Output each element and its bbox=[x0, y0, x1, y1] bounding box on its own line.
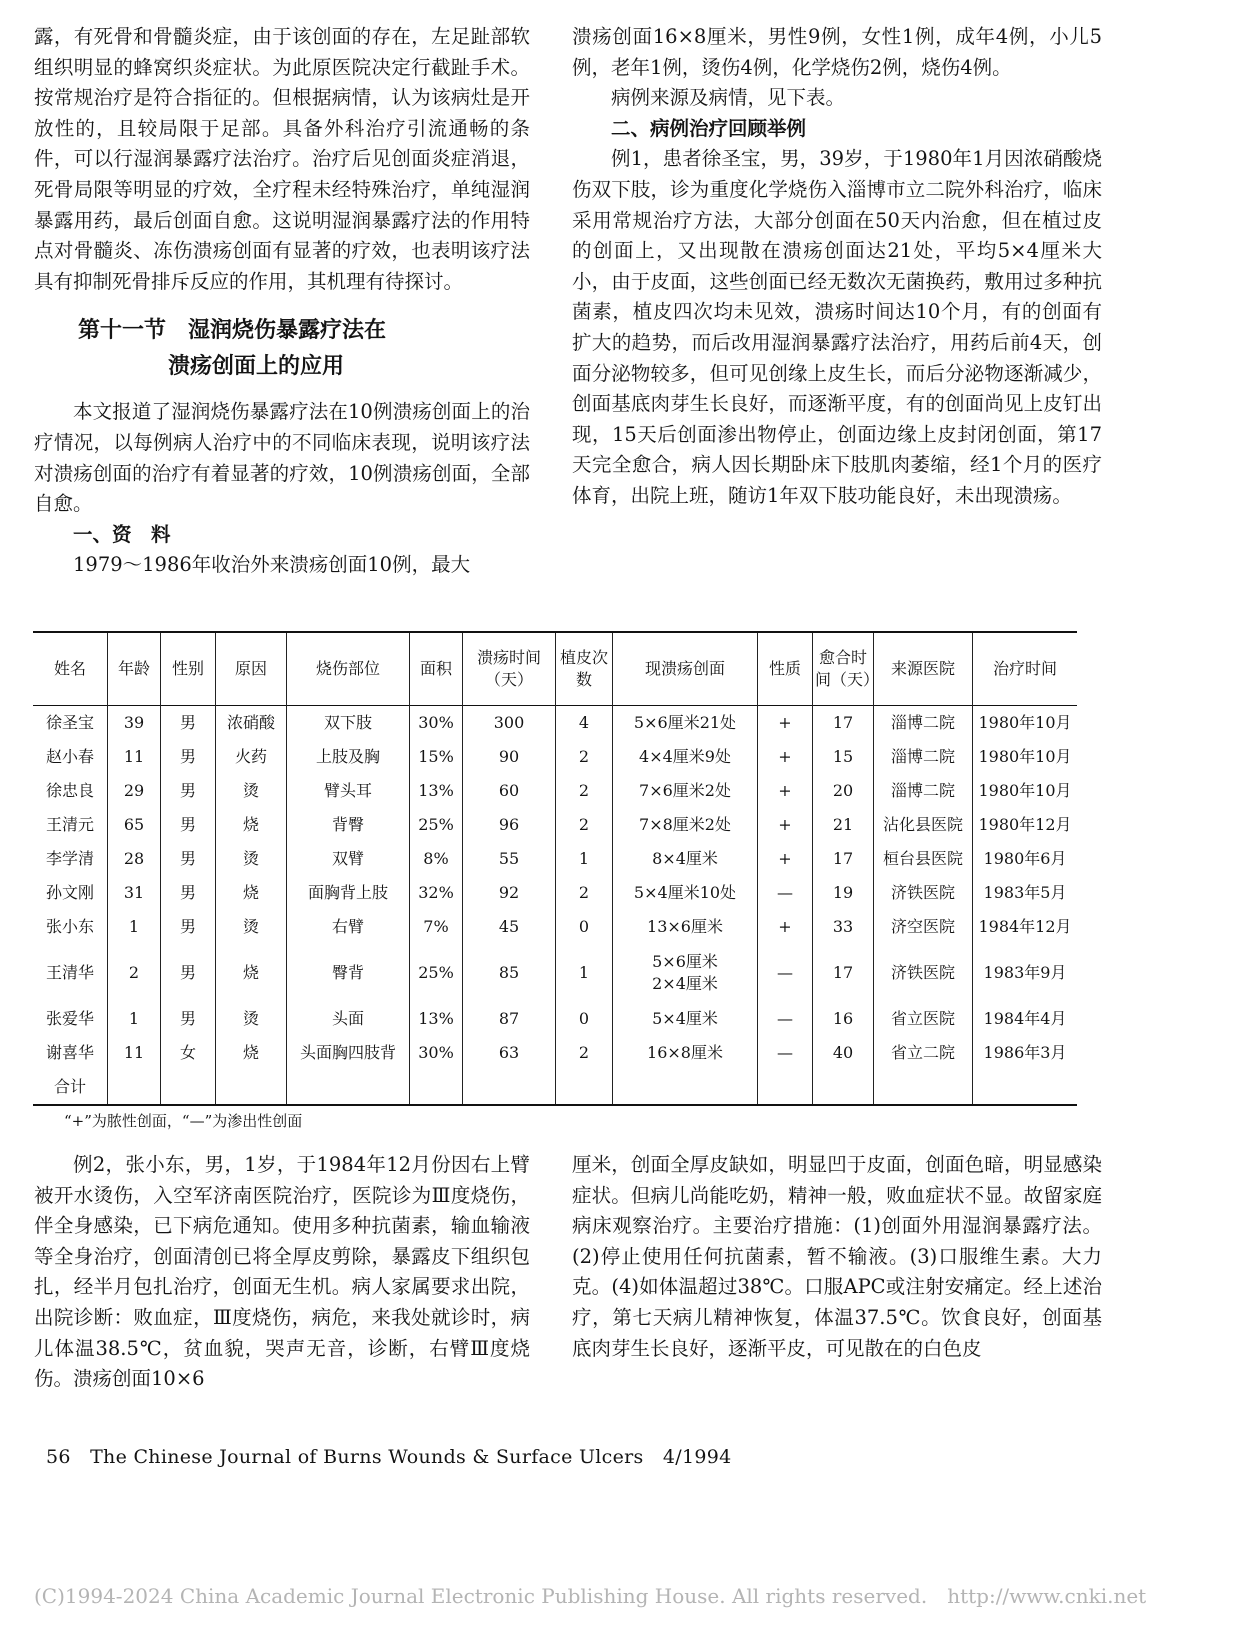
cell-age: 29 bbox=[108, 774, 161, 808]
cell-current-wound: 5×6厘米 2×4厘米 bbox=[613, 944, 758, 1002]
right-column-bottom bbox=[572, 1150, 1102, 1364]
cell-treatment-date: 1980年10月 bbox=[973, 706, 1078, 741]
cell-site: 上肢及胸 bbox=[287, 740, 410, 774]
cell-nature: — bbox=[758, 944, 813, 1002]
cell-age: 28 bbox=[108, 842, 161, 876]
cell-total-label: 合计 bbox=[53, 1077, 86, 1096]
cell-site: 头面 bbox=[287, 1002, 410, 1036]
cell-healing-days: 17 bbox=[813, 706, 874, 741]
cell-ulcer-days: 96 bbox=[463, 808, 556, 842]
cell-sex: 男 bbox=[161, 808, 216, 842]
cell-sex: 男 bbox=[161, 774, 216, 808]
cell-cause: 烧 bbox=[216, 876, 287, 910]
table-row bbox=[33, 808, 1077, 842]
case-table bbox=[33, 631, 1077, 1106]
cell-site: 臀背 bbox=[287, 944, 410, 1002]
subheading-cases: 二、病例治疗回顾举例 bbox=[611, 116, 807, 140]
table-row bbox=[33, 910, 1077, 944]
left-column-bottom bbox=[34, 1150, 530, 1395]
cell-treatment-date: 1983年9月 bbox=[973, 944, 1078, 1002]
cell-current-wound: 7×6厘米2处 bbox=[613, 774, 758, 808]
cell-healing-days: 40 bbox=[813, 1036, 874, 1070]
cell-nature: + bbox=[758, 740, 813, 774]
cell-treatment-date: 1986年3月 bbox=[973, 1036, 1078, 1070]
cell-site: 右臂 bbox=[287, 910, 410, 944]
cell-nature: — bbox=[758, 1036, 813, 1070]
cell-cause: 烫 bbox=[216, 1002, 287, 1036]
cell-name: 徐圣宝 bbox=[45, 713, 94, 732]
cell-area: 7% bbox=[410, 910, 463, 944]
cell-age: 39 bbox=[108, 706, 161, 741]
cell-nature: — bbox=[758, 876, 813, 910]
cell-name: 孙文刚 bbox=[45, 883, 94, 902]
header-area: 面积 bbox=[410, 632, 463, 706]
cell-healing-days: 20 bbox=[813, 774, 874, 808]
table-row bbox=[33, 740, 1077, 774]
cell-current-wound: 7×8厘米2处 bbox=[613, 808, 758, 842]
cell-current-wound: 5×4厘米 bbox=[613, 1002, 758, 1036]
cell-area: 13% bbox=[410, 1002, 463, 1036]
table-row bbox=[33, 842, 1077, 876]
cell-sex: 男 bbox=[161, 944, 216, 1002]
cell-nature: + bbox=[758, 706, 813, 741]
cell-site: 背臀 bbox=[287, 808, 410, 842]
cell-current-wound: 5×4厘米10处 bbox=[613, 876, 758, 910]
cell-current-wound: 13×6厘米 bbox=[613, 910, 758, 944]
cell-source-hospital: 济铁医院 bbox=[874, 876, 973, 910]
cell-nature: + bbox=[758, 808, 813, 842]
header-graft-count: 植皮次数 bbox=[556, 632, 613, 706]
cell-name: 李学清 bbox=[45, 849, 94, 868]
cell-area: 15% bbox=[410, 740, 463, 774]
section-title bbox=[34, 313, 530, 385]
case1-paragraph: 例1，患者徐圣宝，男，39岁，于1980年1月因浓硝酸烧伤双下肢，诊为重度化学烧伤入淄博市立二院外科治疗，临床采用常规治疗方法，大部分创面在50天内治愈，但在植过皮的创面上，又出现散在溃疡创面达21处，平均5×4厘米大小，由于皮面，这些创面已经无数次无菌换药，敷用过多种抗菌素，植皮四次均未见效，溃疡时间达10个月，有的创面有扩大的趋势，而后改用湿润暴露疗法治疗，用药后前4天，创面分泌物较多，但可见创缘上皮生长，而后分泌物逐渐减少，创面基底肉芽生长良好，而逐渐平度，有的创面尚见上皮钉出现，15天后创面渗出物停止，创面边缘上皮封闭创面，第17天完全愈合，病人因长期卧床下肢肌肉萎缩，经1个月的医疗体育，出院上班，随访1年双下肢功能良好，未出现溃疡。 bbox=[572, 147, 1102, 507]
cell-nature: — bbox=[758, 1002, 813, 1036]
cell-nature: + bbox=[758, 910, 813, 944]
cell-ulcer-days: 85 bbox=[463, 944, 556, 1002]
cell-site: 双下肢 bbox=[287, 706, 410, 741]
cell-area: 30% bbox=[410, 1036, 463, 1070]
cell-treatment-date: 1984年4月 bbox=[973, 1002, 1078, 1036]
cell-source-hospital: 省立医院 bbox=[874, 1002, 973, 1036]
cell-graft-count: 2 bbox=[556, 1036, 613, 1070]
cell-healing-days: 19 bbox=[813, 876, 874, 910]
intro-paragraph: 本文报道了湿润烧伤暴露疗法在10例溃疡创面上的治疗情况，以每例病人治疗中的不同临床表现，说明该疗法对溃疡创面的治疗有着显著的疗效，10例溃疡创面，全部自愈。 bbox=[34, 400, 530, 516]
table-row bbox=[33, 1036, 1077, 1070]
cell-cause: 烧 bbox=[216, 1036, 287, 1070]
cell-name: 张小东 bbox=[45, 917, 94, 936]
cell-treatment-date: 1980年6月 bbox=[973, 842, 1078, 876]
cell-ulcer-days: 300 bbox=[463, 706, 556, 741]
cell-site: 双臂 bbox=[287, 842, 410, 876]
cell-ulcer-days: 87 bbox=[463, 1002, 556, 1036]
cell-age: 1 bbox=[108, 910, 161, 944]
cell-cause: 烫 bbox=[216, 842, 287, 876]
table-total-row bbox=[33, 1070, 1077, 1105]
header-nature: 性质 bbox=[758, 632, 813, 706]
cell-ulcer-days: 60 bbox=[463, 774, 556, 808]
table-row bbox=[33, 876, 1077, 910]
cell-source-hospital: 济铁医院 bbox=[874, 944, 973, 1002]
header-current-wound: 现溃疡创面 bbox=[613, 632, 758, 706]
cell-sex: 男 bbox=[161, 842, 216, 876]
header-sex: 性别 bbox=[161, 632, 216, 706]
materials-paragraph-cont: 溃疡创面16×8厘米，男性9例，女性1例，成年4例，小儿5例，老年1例，烫伤4例，化学烧伤2例，烧伤4例。 bbox=[572, 25, 1102, 79]
header-name: 姓名 bbox=[53, 659, 86, 678]
cell-treatment-date: 1983年5月 bbox=[973, 876, 1078, 910]
cell-name: 王清元 bbox=[45, 815, 94, 834]
cell-treatment-date: 1984年12月 bbox=[973, 910, 1078, 944]
table-row bbox=[33, 774, 1077, 808]
header-healing-days: 愈合时间（天） bbox=[813, 632, 874, 706]
materials-paragraph: 1979～1986年收治外来溃疡创面10例，最大 bbox=[73, 553, 471, 577]
header-age: 年龄 bbox=[108, 632, 161, 706]
page-footer: 56 The Chinese Journal of Burns Wounds & Surface Ulcers 4/1994 bbox=[46, 1446, 732, 1468]
cell-treatment-date: 1980年10月 bbox=[973, 774, 1078, 808]
cell-cause: 火药 bbox=[216, 740, 287, 774]
cell-site: 臂头耳 bbox=[287, 774, 410, 808]
cell-source-hospital: 济空医院 bbox=[874, 910, 973, 944]
cell-name: 谢喜华 bbox=[45, 1043, 94, 1062]
section-title-line1: 第十一节 湿润烧伤暴露疗法在 bbox=[78, 318, 387, 344]
cell-sex: 男 bbox=[161, 876, 216, 910]
cell-age: 65 bbox=[108, 808, 161, 842]
header-cause: 原因 bbox=[216, 632, 287, 706]
cell-name: 王清华 bbox=[45, 963, 94, 982]
copyright-watermark: (C)1994-2024 China Academic Journal Electronic Publishing House. All rights reserved. http://www.cnki.net bbox=[34, 1584, 1147, 1608]
cell-graft-count: 2 bbox=[556, 774, 613, 808]
cell-area: 30% bbox=[410, 706, 463, 741]
cell-source-hospital: 淄博二院 bbox=[874, 774, 973, 808]
section-title-line2: 溃疡创面上的应用 bbox=[168, 354, 345, 380]
table-note: “+”为脓性创面，“—”为渗出性创面 bbox=[64, 1112, 303, 1130]
cell-graft-count: 1 bbox=[556, 842, 613, 876]
cell-cause: 浓硝酸 bbox=[216, 706, 287, 741]
header-ulcer-days: 溃疡时间（天） bbox=[463, 632, 556, 706]
cell-healing-days: 15 bbox=[813, 740, 874, 774]
case2-paragraph: 例2，张小东，男，1岁，于1984年12月份因右上臂被开水烫伤，入空军济南医院治疗，医院诊为Ⅲ度烧伤，伴全身感染，已下病危通知。使用多种抗菌素，输血输液等全身治疗，创面清创已将全厚皮剪除，暴露皮下组织包扎，经半月包扎治疗，创面无生机。病人家属要求出院，出院诊断：败血症，Ⅲ度烧伤，病危，来我处就诊时，病儿体温38.5℃，贫血貌，哭声无音，诊断，右臂Ⅲ度烧伤。溃疡创面10×6 bbox=[34, 1153, 530, 1391]
cell-site: 头面胸四肢背 bbox=[287, 1036, 410, 1070]
paragraph-osteomyelitis-case: 露，有死骨和骨髓炎症，由于该创面的存在，左足趾部软组织明显的蜂窝织炎症状。为此原医院决定行截趾手术。按常规治疗是符合指征的。但根据病情，认为该病灶是开放性的，且较局限于足部。具备外科治疗引流通畅的条件，可以行湿润暴露疗法治疗。治疗后见创面炎症消退，死骨局限等明显的疗效，全疗程未经特殊治疗，单纯湿润暴露用药，最后创面自愈。这说明湿润暴露疗法的作用特点对骨髓炎、冻伤溃疡创面有显著的疗效，也表明该疗法具有抑制死骨排斥反应的作用，其机理有待探讨。 bbox=[34, 25, 530, 293]
cell-treatment-date: 1980年10月 bbox=[973, 740, 1078, 774]
cell-area: 25% bbox=[410, 808, 463, 842]
cell-source-hospital: 省立二院 bbox=[874, 1036, 973, 1070]
cell-source-hospital: 沾化县医院 bbox=[874, 808, 973, 842]
cell-healing-days: 16 bbox=[813, 1002, 874, 1036]
cell-cause: 烧 bbox=[216, 944, 287, 1002]
cell-graft-count: 1 bbox=[556, 944, 613, 1002]
cell-age: 1 bbox=[108, 1002, 161, 1036]
cell-age: 2 bbox=[108, 944, 161, 1002]
subheading-materials: 一、资 料 bbox=[73, 522, 171, 546]
cell-age: 11 bbox=[108, 1036, 161, 1070]
header-site: 烧伤部位 bbox=[287, 632, 410, 706]
cell-ulcer-days: 90 bbox=[463, 740, 556, 774]
cell-current-wound: 16×8厘米 bbox=[613, 1036, 758, 1070]
cell-sex: 男 bbox=[161, 706, 216, 741]
cell-current-wound: 4×4厘米9处 bbox=[613, 740, 758, 774]
cell-ulcer-days: 92 bbox=[463, 876, 556, 910]
cell-ulcer-days: 55 bbox=[463, 842, 556, 876]
cell-healing-days: 17 bbox=[813, 842, 874, 876]
cell-current-wound: 5×6厘米21处 bbox=[613, 706, 758, 741]
header-treatment-date: 治疗时间 bbox=[973, 632, 1078, 706]
cell-healing-days: 33 bbox=[813, 910, 874, 944]
cell-ulcer-days: 45 bbox=[463, 910, 556, 944]
table-row bbox=[33, 944, 1077, 1002]
cell-sex: 男 bbox=[161, 1002, 216, 1036]
cell-name: 徐忠良 bbox=[45, 781, 94, 800]
cell-cause: 烧 bbox=[216, 808, 287, 842]
cell-graft-count: 2 bbox=[556, 740, 613, 774]
right-column-top bbox=[572, 22, 1102, 512]
cell-ulcer-days: 63 bbox=[463, 1036, 556, 1070]
cell-graft-count: 2 bbox=[556, 876, 613, 910]
cell-age: 11 bbox=[108, 740, 161, 774]
cell-nature: + bbox=[758, 774, 813, 808]
cell-sex: 男 bbox=[161, 740, 216, 774]
cell-graft-count: 4 bbox=[556, 706, 613, 741]
cell-area: 13% bbox=[410, 774, 463, 808]
cell-area: 8% bbox=[410, 842, 463, 876]
cell-site: 面胸背上肢 bbox=[287, 876, 410, 910]
cell-source-hospital: 淄博二院 bbox=[874, 706, 973, 741]
table-header-row bbox=[33, 632, 1077, 706]
cell-current-wound: 8×4厘米 bbox=[613, 842, 758, 876]
cell-age: 31 bbox=[108, 876, 161, 910]
cell-sex: 男 bbox=[161, 910, 216, 944]
cell-treatment-date: 1980年12月 bbox=[973, 808, 1078, 842]
cell-graft-count: 0 bbox=[556, 1002, 613, 1036]
cell-healing-days: 17 bbox=[813, 944, 874, 1002]
cell-area: 25% bbox=[410, 944, 463, 1002]
cell-nature: + bbox=[758, 842, 813, 876]
cell-source-hospital: 淄博二院 bbox=[874, 740, 973, 774]
cell-sex: 女 bbox=[161, 1036, 216, 1070]
cell-name: 张爱华 bbox=[45, 1009, 94, 1028]
table-row bbox=[33, 706, 1077, 741]
cell-cause: 烫 bbox=[216, 774, 287, 808]
cell-cause: 烫 bbox=[216, 910, 287, 944]
cell-name: 赵小春 bbox=[45, 747, 94, 766]
cell-graft-count: 2 bbox=[556, 808, 613, 842]
left-column-top bbox=[34, 22, 530, 581]
cell-healing-days: 21 bbox=[813, 808, 874, 842]
cell-area: 32% bbox=[410, 876, 463, 910]
table-reference: 病例来源及病情，见下表。 bbox=[611, 86, 846, 110]
header-source-hospital: 来源医院 bbox=[874, 632, 973, 706]
cell-graft-count: 0 bbox=[556, 910, 613, 944]
table-row bbox=[33, 1002, 1077, 1036]
cell-source-hospital: 桓台县医院 bbox=[874, 842, 973, 876]
case2-paragraph-cont: 厘米，创面全厚皮缺如，明显凹于皮面，创面色暗，明显感染症状。但病儿尚能吃奶，精神一般，败血症状不显。故留家庭病床观察治疗。主要治疗措施：(1)创面外用湿润暴露疗法。(2)停止使用任何抗菌素，暂不输液。(3)口服维生素。大力克。(4)如体温超过38℃。口服APC或注射安痛定。经上述治疗，第七天病儿精神恢复，体温37.5℃。饮食良好，创面基底肉芽生长良好，逐渐平皮，可见散在的白色皮 bbox=[572, 1153, 1102, 1360]
